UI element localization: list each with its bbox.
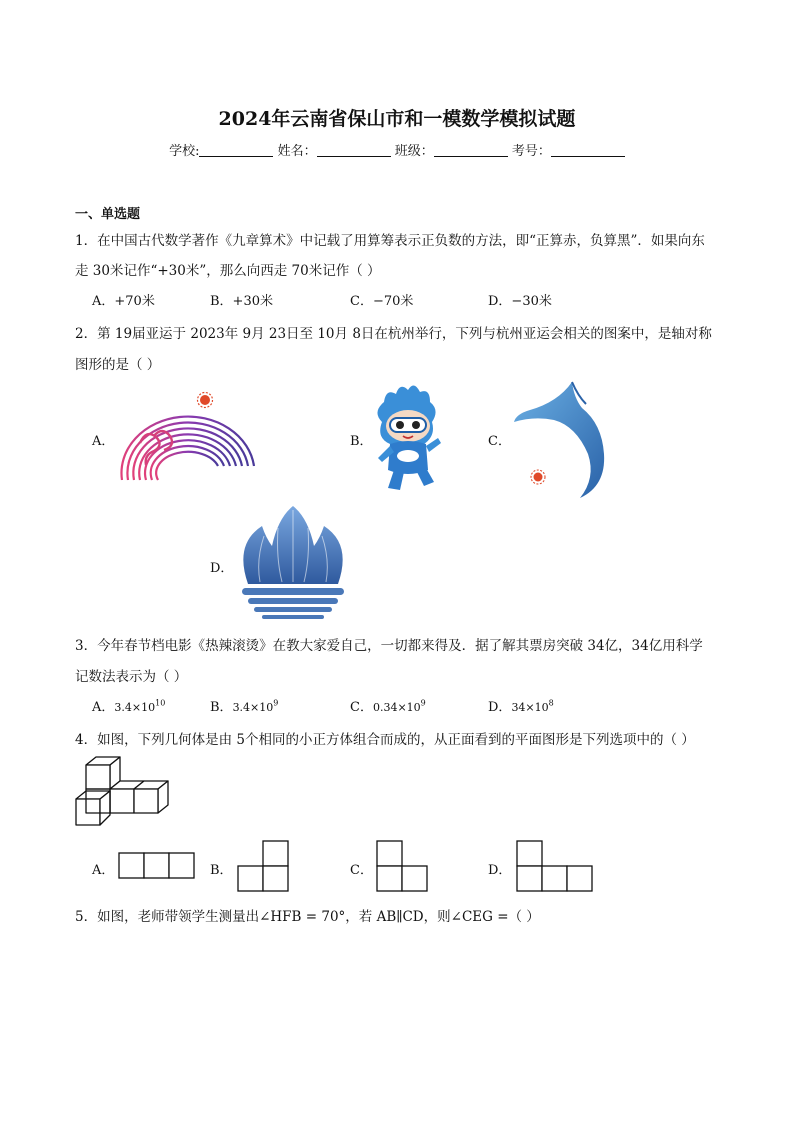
q3-option-a[interactable] [92,696,165,715]
asian-games-emblem-image[interactable] [118,388,258,493]
lotus-venue-image[interactable] [238,506,348,624]
q4-option-b-figure[interactable] [236,840,290,892]
q3-option-b[interactable] [210,696,278,715]
name-label: 姓名： [277,144,317,159]
q3-line2: 记数法表示为（ ） [75,669,188,685]
class-label: 班级： [394,144,434,159]
q1-option-a[interactable]: A．+70米 [92,294,155,309]
section-title: 一、单选题 [75,207,141,222]
q3-option-d-label: D． [488,700,512,715]
q3-option-b-label: B． [210,700,233,715]
q3-option-b-base: 3.4×10 [232,701,274,714]
q2-option-d-label[interactable]: D． [210,561,234,576]
exam-number-label: 考号： [511,144,551,159]
q1-option-b[interactable]: B．+30米 [210,294,273,309]
q3-option-b-exp: 9 [273,698,279,708]
q4-option-d-figure[interactable] [515,840,593,892]
student-info-line [0,140,794,159]
q1-option-d[interactable]: D．−30米 [488,294,552,309]
q2-option-a-label[interactable]: A． [92,434,115,449]
q4-option-b-label[interactable]: B． [210,863,233,878]
q4-option-d-label[interactable]: D． [488,863,512,878]
q3-option-d-base: 34×10 [511,701,549,714]
q3-option-c-base: 0.34×10 [372,701,421,714]
whale-tail-image[interactable] [512,380,608,498]
q1-option-c[interactable]: C．−70米 [350,294,414,309]
class-blank[interactable] [434,144,508,157]
q3-option-a-exp: 10 [155,698,166,708]
q3-option-d-exp: 8 [548,698,554,708]
q3-line1: 3．今年春节档电影《热辣滚烫》在教大家爱自己，一切都来得及．据了解其票房突破 34亿，34亿用科学 [75,638,703,654]
name-blank[interactable] [317,144,391,157]
q3-option-c-label: C． [350,700,373,715]
q1-line1: 1．在中国古代数学著作《九章算术》中记载了用算筹表示正负数的方法，即“正算赤，负算黑”．如果向东 [75,233,705,249]
q2-line1: 2．第 19届亚运于 2023年 9月 23日至 10月 8日在杭州举行，下列与杭州亚运会相关的图案中，是轴对称 [75,326,712,342]
q4-line1: 4．如图，下列几何体是由 5个相同的小正方体组合而成的，从正面看到的平面图形是下列选项中的（ ） [75,732,695,748]
q3-option-a-base: 3.4×10 [114,701,156,714]
cube-solid-figure [74,757,174,829]
q3-option-c[interactable] [350,696,426,715]
q4-option-c-label[interactable]: C． [350,863,373,878]
q2-option-c-label[interactable]: C． [488,434,511,449]
q4-option-c-figure[interactable] [375,840,429,892]
q4-option-a-label[interactable]: A． [92,863,115,878]
q2-option-b-label[interactable]: B． [350,434,373,449]
q3-option-d[interactable] [488,696,554,715]
exam-number-blank[interactable] [551,144,625,157]
q2-line2: 图形的是（ ） [75,357,161,373]
mascot-image[interactable] [372,382,444,497]
page-title: 2024年云南省保山市和一模数学模拟试题 [218,108,576,130]
q4-option-a-figure[interactable] [118,852,196,880]
school-label: 学校: [169,144,200,159]
q3-option-a-label: A． [92,700,115,715]
q1-line2: 走 30米记作“+30米”，那么向西走 70米记作（ ） [75,263,381,279]
school-blank[interactable] [199,144,273,157]
q5-line1: 5．如图，老师带领学生测量出∠HFB = 70°，若 AB∥CD，则∠CEG =（ ） [75,909,540,925]
q3-option-c-exp: 9 [420,698,426,708]
